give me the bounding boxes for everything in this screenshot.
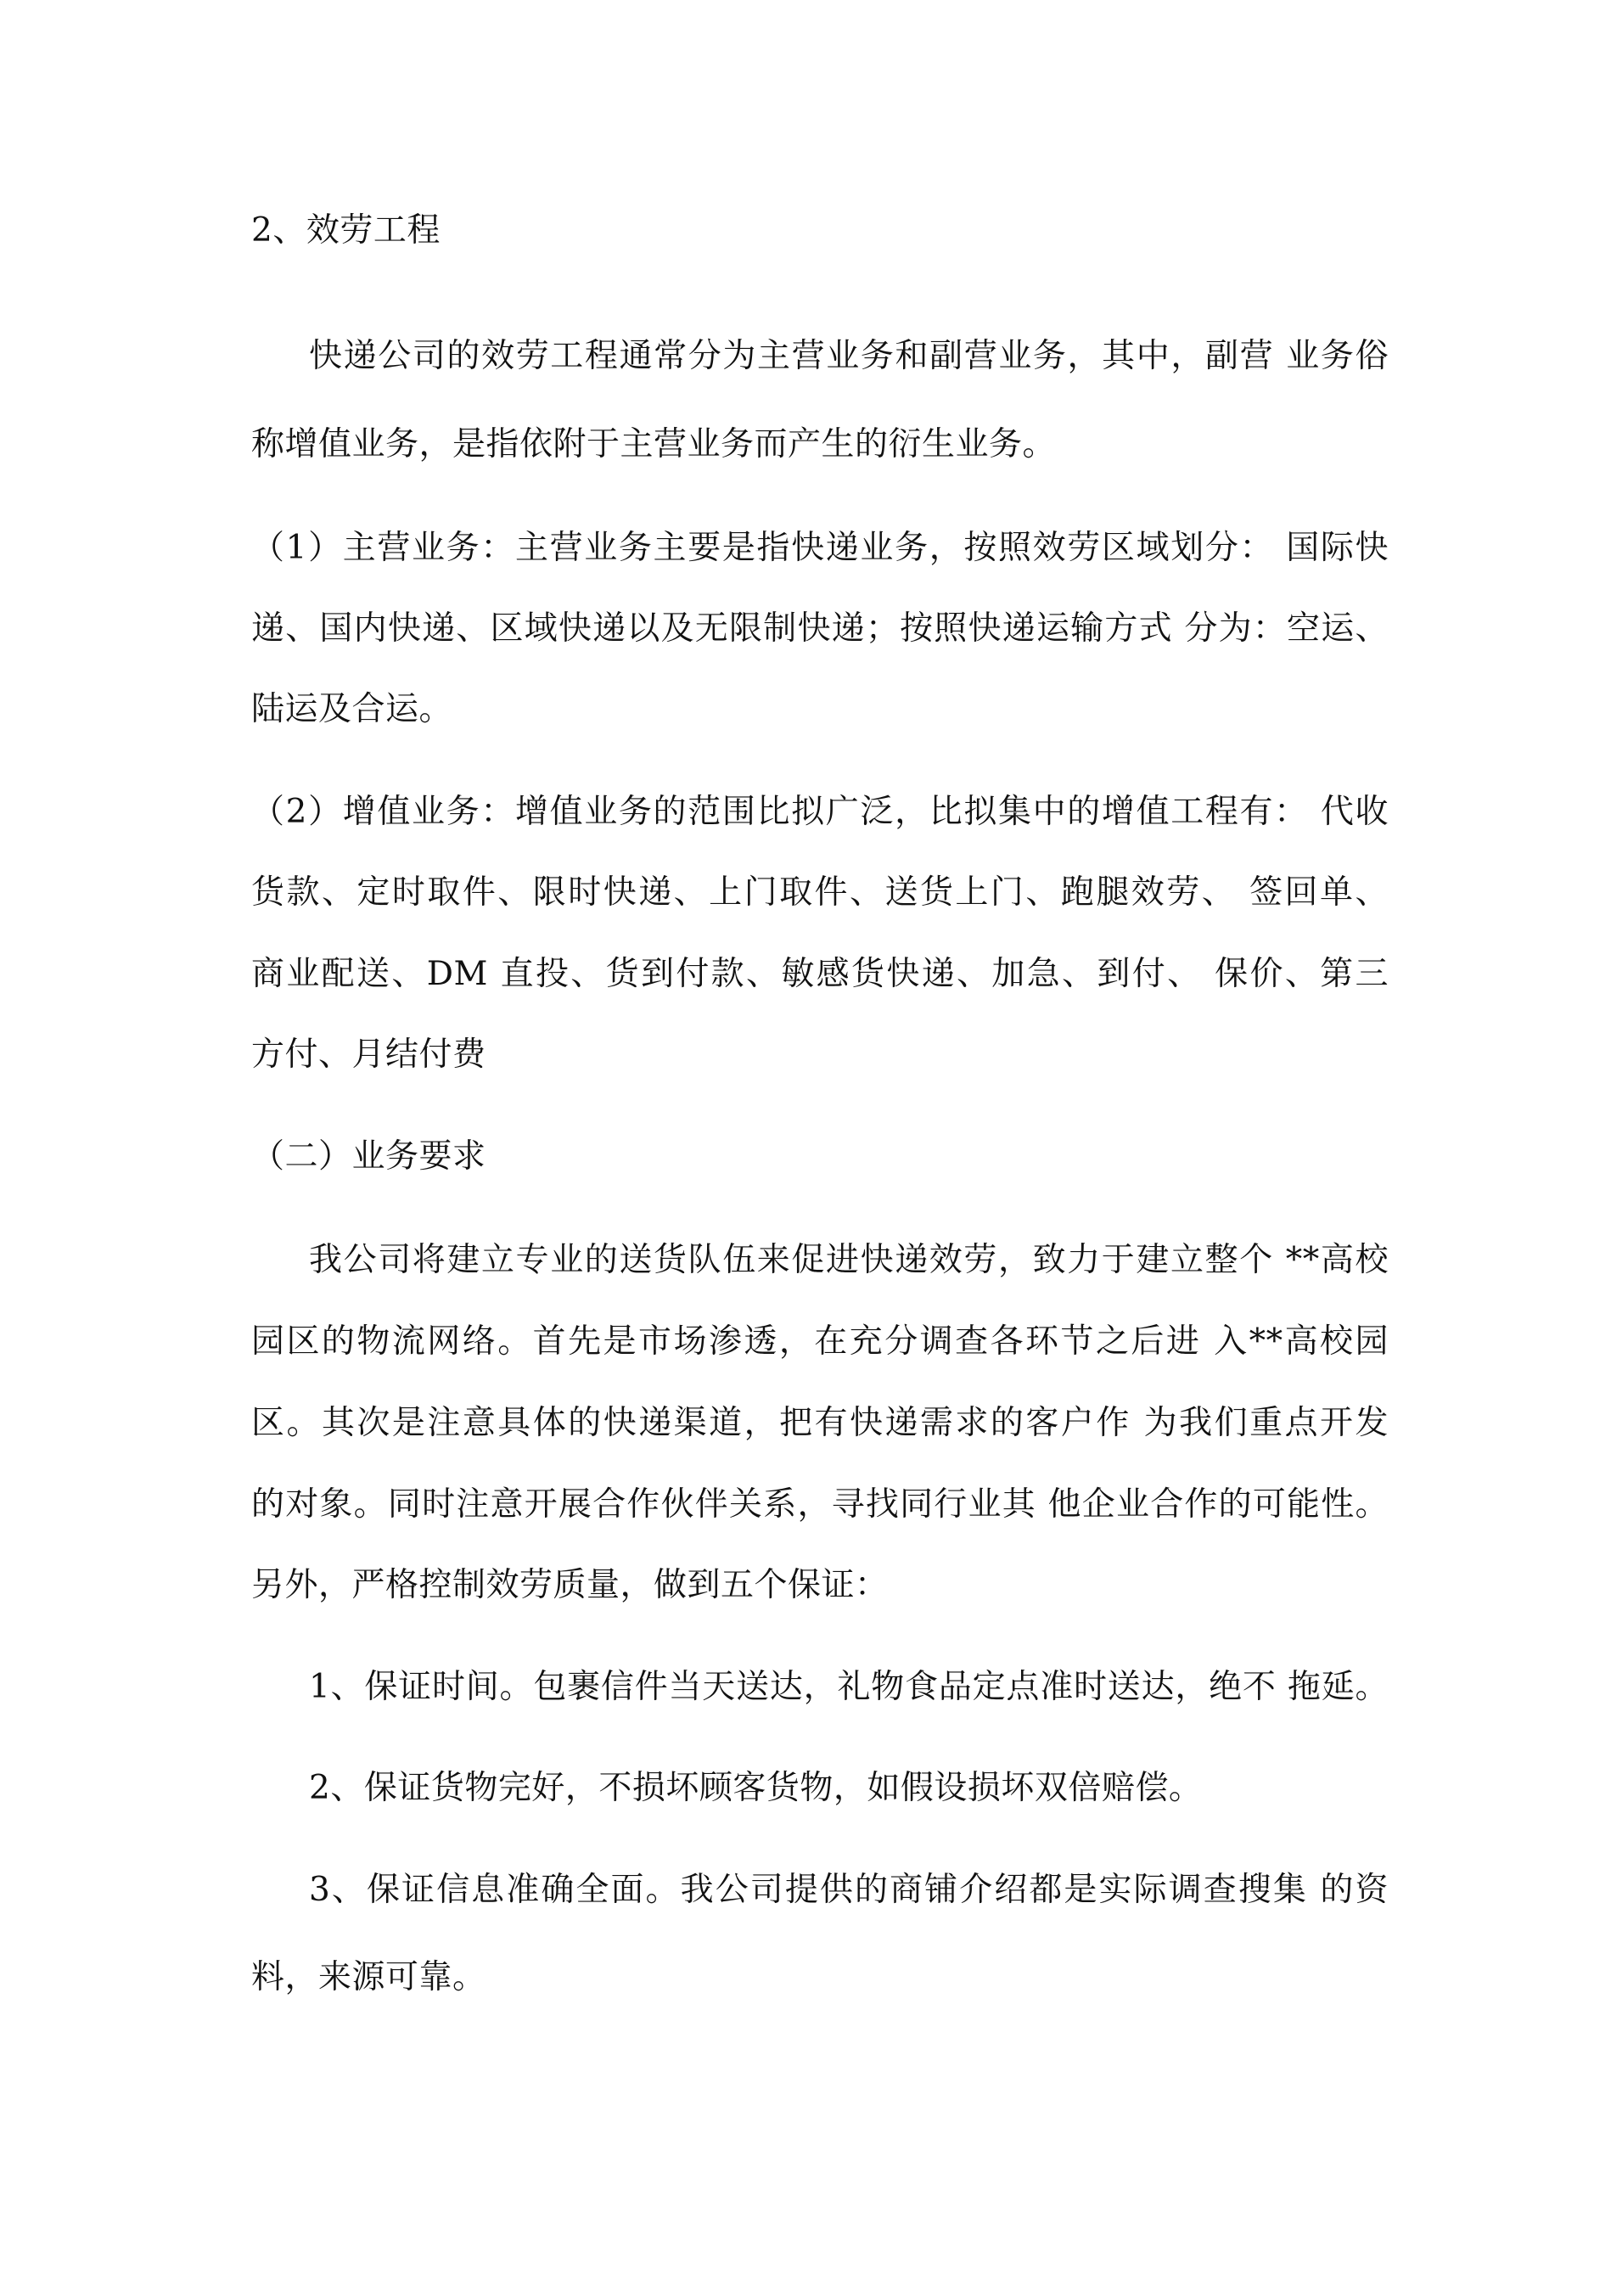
guarantee-info-line-1: 3、保证信息准确全面。我公司提供的商铺介绍都是实际调查搜集 的资 xyxy=(309,1871,1389,1909)
requirements-line-2: 园区的物流网络。首先是市场渗透，在充分调查各环节之后进 入**高校园 xyxy=(251,1322,1389,1361)
requirements-line-3: 区。其次是注意具体的快递渠道，把有快递需求的客户作 为我们重点开发 xyxy=(251,1404,1389,1442)
value-added-line-2: 货款、定时取件、限时快递、上门取件、送货上门、跑腿效劳、 签回单、 xyxy=(251,873,1389,912)
main-business-line-3: 陆运及合运。 xyxy=(251,690,453,728)
value-added-line-3: 商业配送、DM 直投、货到付款、敏感货快递、加急、到付、 保价、第三 xyxy=(251,955,1389,993)
heading-requirements: （二）业务要求 xyxy=(251,1137,486,1176)
intro-line-2: 称增值业务，是指依附于主营业务而产生的衍生业务。 xyxy=(251,425,1057,463)
intro-line-1: 快递公司的效劳工程通常分为主营业务和副营业务，其中，副营 业务俗 xyxy=(309,337,1389,375)
guarantee-time: 1、保证时间。包裹信件当天送达，礼物食品定点准时送达，绝不 拖延。 xyxy=(309,1668,1389,1706)
requirements-line-4: 的对象。同时注意开展合作伙伴关系，寻找同行业其 他企业合作的可能性。 xyxy=(251,1485,1389,1524)
guarantee-info-line-2: 料，来源可靠。 xyxy=(251,1958,486,1996)
main-business-line-2: 递、国内快递、区域快递以及无限制快递；按照快递运输方式 分为：空运、 xyxy=(251,609,1389,648)
guarantee-goods: 2、保证货物完好，不损坏顾客货物，如假设损坏双倍赔偿。 xyxy=(309,1769,1203,1807)
main-business-line-1: （1）主营业务：主营业务主要是指快递业务，按照效劳区域划分： 国际快 xyxy=(251,529,1389,567)
value-added-line-4: 方付、月结付费 xyxy=(251,1036,486,1074)
value-added-line-1: （2）增值业务：增值业务的范围比拟广泛，比拟集中的增值工程有： 代收 xyxy=(251,793,1389,831)
heading-service: 2、效劳工程 xyxy=(251,211,441,250)
requirements-line-1: 我公司将建立专业的送货队伍来促进快递效劳，致力于建立整个 **高校 xyxy=(309,1241,1389,1279)
requirements-line-5: 另外，严格控制效劳质量，做到五个保证： xyxy=(251,1566,889,1604)
